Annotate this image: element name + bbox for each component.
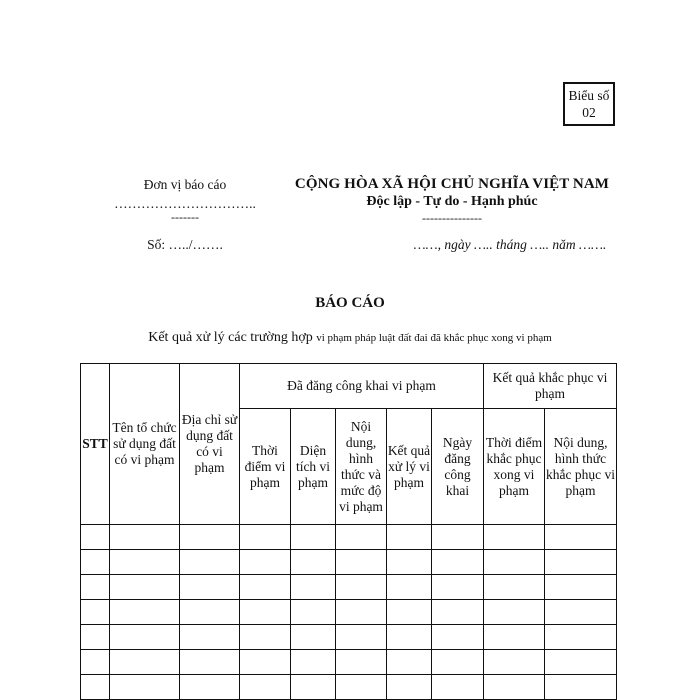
table-cell bbox=[180, 675, 240, 700]
table-cell bbox=[180, 625, 240, 650]
table-cell bbox=[110, 575, 180, 600]
table-cell bbox=[545, 600, 617, 625]
table-cell bbox=[432, 625, 484, 650]
table-cell bbox=[432, 600, 484, 625]
report-table bbox=[80, 363, 617, 700]
table-cell bbox=[180, 575, 240, 600]
table-cell bbox=[387, 525, 432, 550]
table-cell bbox=[484, 525, 545, 550]
table-cell bbox=[240, 575, 291, 600]
header-violation-area: Diện tích vi phạm bbox=[291, 409, 336, 525]
table-row bbox=[81, 575, 617, 600]
table-cell bbox=[291, 675, 336, 700]
table-cell bbox=[240, 625, 291, 650]
national-title: CỘNG HÒA XÃ HỘI CHỦ NGHĨA VIỆT NAM bbox=[294, 176, 610, 192]
table-cell bbox=[545, 525, 617, 550]
table-cell bbox=[81, 625, 110, 650]
table-cell bbox=[81, 650, 110, 675]
table-cell bbox=[336, 550, 387, 575]
header-publish-date: Ngày đăng công khai bbox=[432, 409, 484, 525]
table-row bbox=[81, 675, 617, 700]
table-cell bbox=[484, 675, 545, 700]
table-cell bbox=[484, 650, 545, 675]
reporting-unit-divider: ------- bbox=[171, 210, 199, 224]
table-cell bbox=[110, 525, 180, 550]
table-cell bbox=[387, 600, 432, 625]
report-title: BÁO CÁO bbox=[315, 295, 385, 311]
report-subtitle-main: Kết quả xử lý các trường hợp bbox=[148, 330, 317, 345]
table-cell bbox=[291, 625, 336, 650]
header-remedy-time: Thời điểm khắc phục xong vi phạm bbox=[484, 409, 545, 525]
report-subtitle bbox=[90, 330, 610, 346]
table-cell bbox=[180, 525, 240, 550]
table-cell bbox=[110, 550, 180, 575]
table-cell bbox=[545, 675, 617, 700]
form-number-box bbox=[563, 82, 615, 126]
table-cell bbox=[110, 675, 180, 700]
table-cell bbox=[81, 525, 110, 550]
table-cell bbox=[387, 675, 432, 700]
table-cell bbox=[484, 550, 545, 575]
header-group-published: Đã đăng công khai vi phạm bbox=[240, 364, 484, 409]
table-cell bbox=[336, 600, 387, 625]
national-motto: Độc lập - Tự do - Hạnh phúc bbox=[366, 194, 538, 209]
header-organization: Tên tổ chức sử dụng đất có vi phạm bbox=[110, 364, 180, 525]
table-cell bbox=[240, 675, 291, 700]
header-remedy-content: Nội dung, hình thức khắc phục vi phạm bbox=[545, 409, 617, 525]
table-cell bbox=[336, 625, 387, 650]
table-cell bbox=[545, 625, 617, 650]
table-cell bbox=[291, 550, 336, 575]
table-cell bbox=[240, 600, 291, 625]
header-violation-time: Thời điểm vi phạm bbox=[240, 409, 291, 525]
header-stt: STT bbox=[81, 364, 110, 525]
table-cell bbox=[110, 625, 180, 650]
header-violation-content: Nội dung, hình thức và mức độ vi phạm bbox=[336, 409, 387, 525]
table-cell bbox=[336, 650, 387, 675]
table-cell bbox=[387, 550, 432, 575]
table-cell bbox=[291, 600, 336, 625]
table-cell bbox=[387, 650, 432, 675]
table-cell bbox=[180, 650, 240, 675]
table-cell bbox=[387, 625, 432, 650]
table-row bbox=[81, 650, 617, 675]
table-body bbox=[81, 525, 617, 700]
table-cell bbox=[110, 650, 180, 675]
table-cell bbox=[291, 525, 336, 550]
date-line: ……, ngày ….. tháng ….. năm ……. bbox=[413, 237, 607, 252]
table-cell bbox=[484, 600, 545, 625]
table-cell bbox=[432, 550, 484, 575]
table-cell bbox=[432, 650, 484, 675]
table-cell bbox=[484, 575, 545, 600]
table-cell bbox=[336, 675, 387, 700]
table-cell bbox=[240, 525, 291, 550]
reporting-unit-label: Đơn vị báo cáo bbox=[143, 177, 227, 192]
table-cell bbox=[336, 575, 387, 600]
table-cell bbox=[484, 625, 545, 650]
header-group-remedy: Kết quả khắc phục vi phạm bbox=[484, 364, 617, 409]
table-row bbox=[81, 525, 617, 550]
table-cell bbox=[291, 650, 336, 675]
table-cell bbox=[432, 575, 484, 600]
table-row bbox=[81, 550, 617, 575]
table-cell bbox=[432, 525, 484, 550]
report-subtitle-detail: vi phạm pháp luật đất đai đã khắc phục xong vi phạm bbox=[316, 332, 552, 344]
table-cell bbox=[432, 675, 484, 700]
table-cell bbox=[240, 650, 291, 675]
table-cell bbox=[81, 600, 110, 625]
table-cell bbox=[336, 525, 387, 550]
table-cell bbox=[81, 675, 110, 700]
table-cell bbox=[545, 650, 617, 675]
header-land-address: Địa chỉ sử dụng đất có vi phạm bbox=[180, 364, 240, 525]
table-cell bbox=[180, 600, 240, 625]
document-number: Số: …../……. bbox=[147, 237, 223, 252]
form-number-value: 02 bbox=[582, 105, 596, 120]
table-cell bbox=[110, 600, 180, 625]
table-cell bbox=[545, 575, 617, 600]
table-cell bbox=[545, 550, 617, 575]
table-cell bbox=[81, 575, 110, 600]
table-cell bbox=[387, 575, 432, 600]
table-row bbox=[81, 600, 617, 625]
table-row bbox=[81, 625, 617, 650]
reporting-unit-dots: ………………………….. bbox=[114, 196, 256, 211]
motto-divider: --------------- bbox=[422, 211, 482, 225]
table-cell bbox=[180, 550, 240, 575]
table-cell bbox=[240, 550, 291, 575]
table-cell bbox=[81, 550, 110, 575]
header-handling-result: Kết quả xử lý vi phạm bbox=[387, 409, 432, 525]
form-number-label: Biểu số bbox=[568, 88, 610, 103]
table-cell bbox=[291, 575, 336, 600]
